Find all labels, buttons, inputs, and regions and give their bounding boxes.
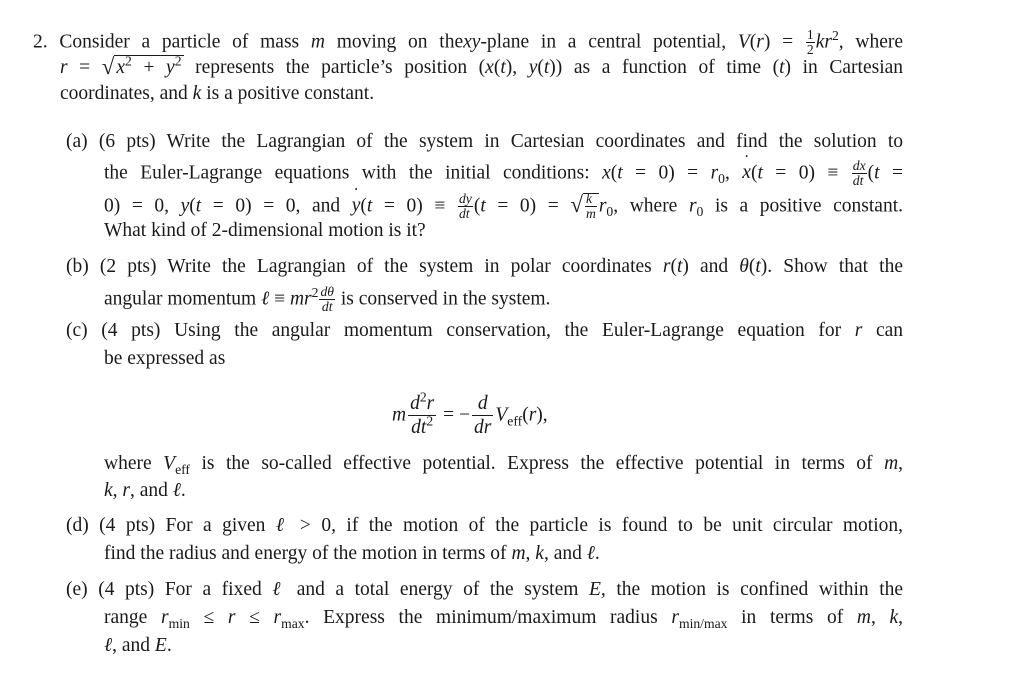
part-b-points: (2 pts): [99, 256, 157, 277]
part-a-points: (6 pts): [98, 131, 156, 152]
part-e-line-2: range $r_{min} \le r \le r_{max}$. Express the minimum/maximum radius $r_{min/max}$ in terms of m, k,: [104, 607, 904, 631]
part-c-label: (c): [66, 320, 88, 341]
part-e-line-1: (e) (4 pts) For a fixed ℓ and a total energy of the system E, the motion is confined within the: [66, 579, 904, 600]
problem-intro-line-3: coordinates, and k is a positive constant.: [60, 83, 375, 104]
part-d-points: (4 pts): [99, 515, 156, 536]
part-e-points: (4 pts): [98, 579, 155, 600]
part-a-line-2: the Euler-Lagrange equations with the initial conditions: $x(t = 0) = r_0$, x ˙(t = 0) ≡ $\frac{dx}{dt}$ (t =: [104, 159, 903, 189]
part-b-line-1: (b) (2 pts) Write the Lagrangian of the system in polar coordinates r(t) and θ(t). Show that the: [66, 256, 904, 277]
problem-intro-line-2: r = √ $x^2 + y^2$ represents the particle’s position (x(t), y(t)) as a function of time (t) in Cartesian: [60, 53, 904, 79]
part-d-line-1: (d) (4 pts) For a given ℓ > 0, if the motion of the particle is found to be unit circular motion,: [66, 515, 904, 536]
problem-number: 2.: [33, 31, 48, 53]
part-b-line-2: angular momentum ℓ ≡ $mr^2$ $\frac{d\theta}{dt}$ is conserved in the system.: [104, 284, 551, 315]
part-c-line-3: where $V_{eff}$ is the so-called effective potential. Express the effective potential in terms of m,: [104, 453, 904, 477]
part-a-line-1: (a) (6 pts) Write the Lagrangian of the system in Cartesian coordinates and find the solution to: [66, 131, 904, 152]
part-e-label: (e): [66, 579, 88, 600]
part-d-label: (d): [66, 515, 89, 536]
part-c-line-4: k, r, and ℓ.: [104, 480, 186, 501]
part-c-line-2: be expressed as: [104, 348, 226, 369]
part-e-line-3: ℓ, and E.: [104, 635, 172, 656]
part-b-label: (b): [66, 256, 89, 277]
effective-equation: m $\frac{d^2r}{dt^2}$ = − $\frac{d}{dr}$ $V_{eff}(r)$,: [392, 389, 548, 439]
part-a-label: (a): [66, 131, 88, 152]
part-a-line-3: 0) = 0, y(t = 0) = 0, and y ˙(t = 0) ≡ $\frac{dy}{dt}$ (t = 0) = √ $\frac{k}{m}$ $r_0$, where $r_0$ is a positive constant.: [104, 192, 903, 222]
part-c-line-1: (c) (4 pts) Using the angular momentum conservation, the Euler-Lagrange equation for r can: [66, 320, 904, 341]
part-a-line-4: What kind of 2-dimensional motion is it?: [104, 220, 426, 241]
part-c-points: (4 pts): [101, 320, 161, 341]
problem-intro-line-1: 2. Consider a particle of mass m moving on thexy-plane in a central potential, V(r) = $\frac{1}{2}$ $kr^2$, where: [33, 27, 904, 58]
part-d-line-2: find the radius and energy of the motion in terms of m, k, and ℓ.: [104, 543, 600, 564]
